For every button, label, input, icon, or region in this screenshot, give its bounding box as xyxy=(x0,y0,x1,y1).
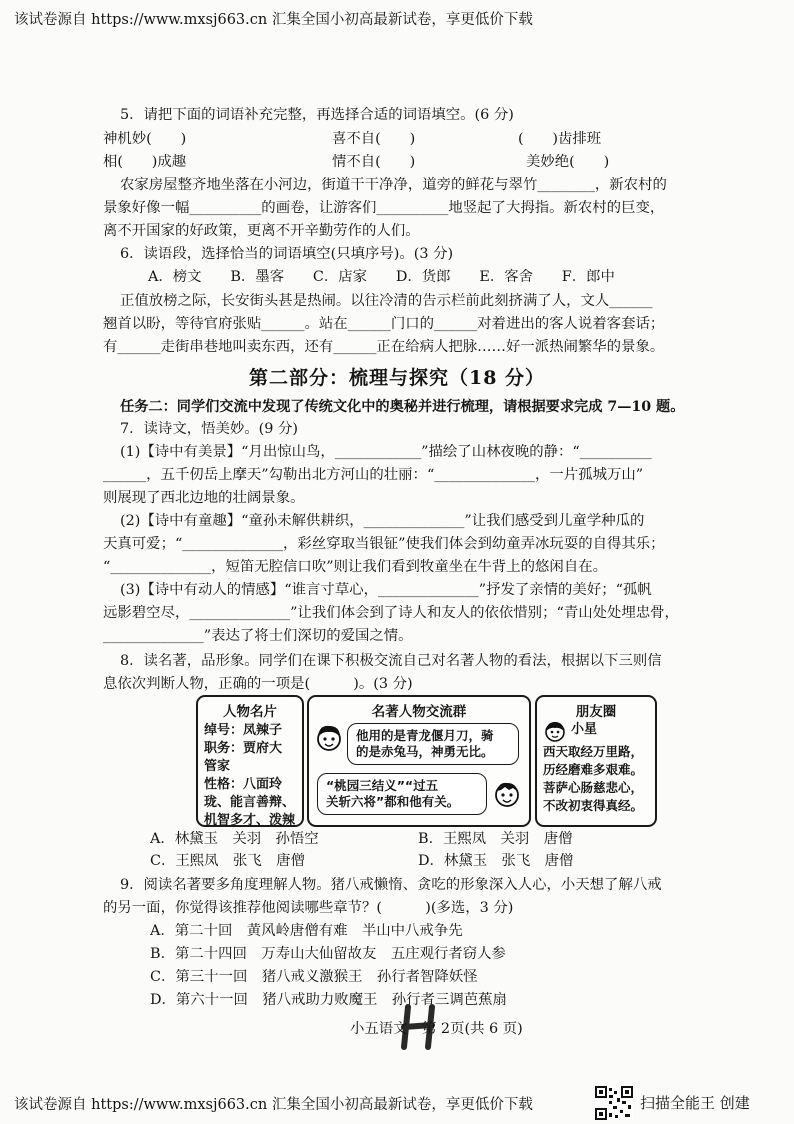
character-card-line: 绰号：凤辣子 xyxy=(204,723,283,738)
moments-title: 朋友圈 xyxy=(575,704,617,720)
q5-stem: 5．请把下面的词语补充完整，再选择合适的词语填空。(6 分) xyxy=(120,107,514,123)
part-two-title: 第二部分：梳理与探究（18 分） xyxy=(248,367,546,389)
source-footer: 该试卷源自 https://www.mxsj663.cn 汇集全国小初高最新试卷，享更低价下载 xyxy=(14,1097,533,1113)
q7-line: 则展现了西北边地的壮阔景象。 xyxy=(103,490,305,506)
q8-option: B．王熙凤 关羽 唐僧 xyxy=(418,831,573,847)
q5-paragraph-line: 离不开国家的好政策，更离不开辛勤劳作的人们。 xyxy=(103,223,420,239)
chat-bubble-line: 的是赤兔马，神勇无比。 xyxy=(356,744,494,759)
q9-option: D．第六十一回 猪八戒助力败魔王 孙行者三调芭蕉扇 xyxy=(150,992,507,1008)
scanner-app-label: 扫描全能王 创建 xyxy=(640,1094,750,1112)
q7-line: 远影碧空尽，______________”让我们体会到了诗人和友人的依依惜别；“青山处处埋忠骨， xyxy=(103,605,679,621)
character-card-line: 职务：贾府大 xyxy=(204,741,283,756)
q5-word: 情不自( ) xyxy=(332,154,416,170)
q5-paragraph-line: 农家房屋整齐地坐落在小河边，街道干干净净，道旁的鲜花与翠竹________，新农村的 xyxy=(120,177,667,193)
page-footer: 小五语文 第 2页(共 6 页) xyxy=(350,1021,523,1037)
chat-bubble-line: 关斩六将”都和他有关。 xyxy=(326,794,460,809)
chat-group-title: 名著人物交流群 xyxy=(371,704,467,720)
moments-post-line: 菩萨心肠慈悲心， xyxy=(543,780,644,795)
character-card-line: 机智多才、泼辣 xyxy=(204,813,296,828)
source-header: 该试卷源自 https://www.mxsj663.cn 汇集全国小初高最新试卷，享更低价下载 xyxy=(14,12,533,28)
q8-option: C．王熙凤 张飞 唐僧 xyxy=(150,853,305,869)
q5-word: 喜不自( ) xyxy=(332,131,416,147)
q5-word: 神机妙( ) xyxy=(103,131,187,147)
q9-option: C．第三十一回 猪八戒义激猴王 孙行者智降妖怪 xyxy=(150,969,478,985)
q6-options: A．榜文 B．墨客 C．店家 D．货郎 E．客舍 F．郎中 xyxy=(148,269,615,285)
girl-avatar-icon xyxy=(313,721,345,755)
qr-code-icon xyxy=(595,1086,633,1120)
q9-option: A．第二十回 黄风岭唐僧有难 半山中八戒争先 xyxy=(150,923,463,939)
chat-group-card xyxy=(307,695,531,827)
task-two-instruction: 任务二：同学们交流中发现了传统文化中的奥秘并进行梳理，请根据要求完成 7—10 题。 xyxy=(120,399,685,415)
q8-option: A．林黛玉 关羽 孙悟空 xyxy=(150,831,319,847)
character-card-line: 管家 xyxy=(204,759,231,774)
q5-word: ( )齿排班 xyxy=(518,131,602,147)
user-avatar-icon xyxy=(543,719,567,743)
q5-word: 相( )成趣 xyxy=(103,154,187,170)
q6-paragraph-line: 翘首以盼，等待官府张贴______。站在______门口的______对着进出的客人说着客套话； xyxy=(103,316,665,332)
q7-line: (3)【诗中有动人的情感】“谁言寸草心，______________”抒发了亲情的美好；“孤帆 xyxy=(120,582,652,598)
q6-paragraph-line: 有______走街串巷地叫卖东西，还有______正在给病人把脉……好一派热闹繁华的景象。 xyxy=(103,339,665,355)
chat-bubble xyxy=(347,723,519,765)
q7-line: ______，五千仞岳上摩天”勾勒出北方河山的壮丽：“______________，一片孤城万山” xyxy=(103,467,644,483)
q5-word: 美妙绝( ) xyxy=(526,154,610,170)
moments-card xyxy=(535,695,657,827)
moments-username: 小星 xyxy=(571,722,598,737)
q6-paragraph-line: 正值放榜之际，长安街头甚是热闹。以往冷清的告示栏前此刻挤满了人，文人______ xyxy=(120,293,653,309)
moments-post-line: 西天取经万里路， xyxy=(543,744,644,759)
character-card-line: 性格：八面玲 xyxy=(204,777,283,792)
q9-stem: 的另一面，你觉得该推荐他阅读哪些章节？( )(多选，3 分) xyxy=(103,900,514,916)
chat-bubble xyxy=(317,773,487,815)
boy-avatar-icon xyxy=(491,777,523,811)
character-card-line: 珑、能言善辩、 xyxy=(204,795,296,810)
character-card xyxy=(196,695,304,827)
q7-line: (2)【诗中有童趣】“童孙未解供耕织，______________”让我们感受到儿童学种瓜的 xyxy=(120,513,645,529)
chat-bubble-line: 他用的是青龙偃月刀，骑 xyxy=(356,728,494,743)
q7-line: (1)【诗中有美景】“月出惊山鸟，____________”描绘了山林夜晚的静：“__________ xyxy=(120,444,652,460)
q5-paragraph-line: 景象好像一幅__________的画卷，让游客们__________地竖起了大拇指。新农村的巨变， xyxy=(103,200,665,216)
q7-line: ______________”表达了将士们深切的爱国之情。 xyxy=(103,628,413,644)
q7-line: 天真可爱；“______________，彩丝穿取当银钲”使我们体会到幼童弄冰玩耍的自得其乐； xyxy=(103,536,665,552)
q9-option: B．第二十四回 万寿山大仙留故友 五庄观行者窃人参 xyxy=(150,946,506,962)
q7-stem: 7．读诗文，悟美妙。(9 分) xyxy=(120,421,299,437)
q9-stem: 9．阅读名著要多角度理解人物。猪八戒懒惰、贪吃的形象深入人心，小天想了解八戒 xyxy=(120,877,662,893)
moments-post-line: 不改初衷得真经。 xyxy=(543,798,644,813)
chat-bubble-line: “桃园三结义”“过五 xyxy=(326,778,439,793)
moments-post-line: 历经磨难多艰难。 xyxy=(543,762,644,777)
q6-stem: 6．读语段，选择恰当的词语填空(只填序号)。(3 分) xyxy=(120,246,454,262)
q8-option: D．林黛玉 张飞 唐僧 xyxy=(418,853,574,869)
character-card-title: 人物名片 xyxy=(223,704,277,720)
q7-line: “______________，短笛无腔信口吹”则让我们看到牧童坐在牛背上的悠闲自在。 xyxy=(103,559,607,575)
q8-stem: 息依次判断人物，正确的一项是( )。(3 分) xyxy=(103,676,413,692)
q8-stem: 8．读名著，品形象。同学们在课下积极交流自己对名著人物的看法，根据以下三则信 xyxy=(120,653,662,669)
